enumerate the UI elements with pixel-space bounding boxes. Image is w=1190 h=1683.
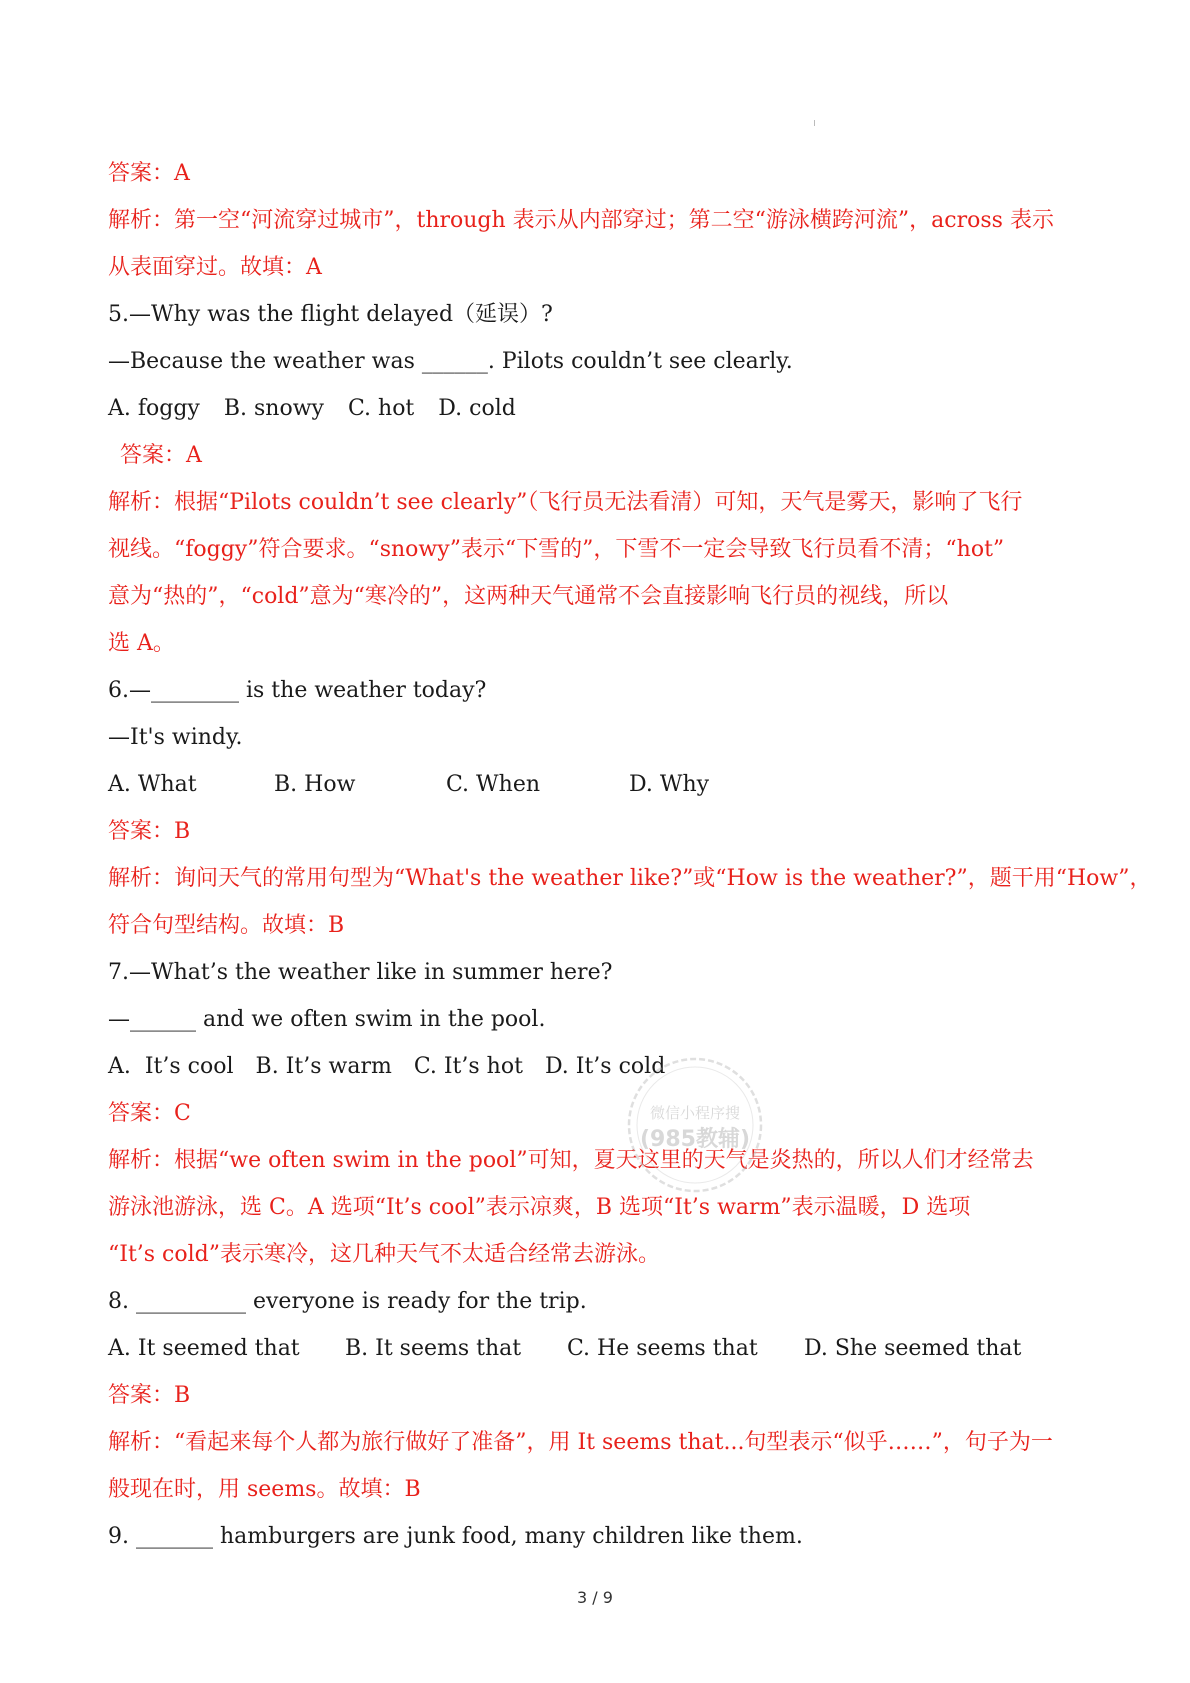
analysis-line: 解析：“看起来每个人都为旅行做好了准备”，用 It seems that...句型表示“似乎……”，句子为一 [108,1430,1053,1455]
page-mark [814,120,815,126]
option: C. hot [347,396,415,421]
answer-line: 答案：A [108,161,190,186]
option: B. It’s warm [255,1054,392,1079]
question-line: 5.—Why was the flight delayed（延误）? [108,302,553,327]
analysis-line: 般现在时，用 seems。故填：B [108,1477,421,1502]
option: C. It’s hot [413,1054,523,1079]
option: A. What [108,772,197,797]
option: D. She seemed that [804,1336,1022,1361]
option: C. He seems that [567,1336,758,1361]
option: C. When [446,772,541,797]
question-line: 7.—What’s the weather like in summer here? [108,960,613,985]
analysis-line: 视线。“foggy”符合要求。“snowy”表示“下雪的”，下雪不一定会导致飞行员看不清；“hot” [108,537,1005,562]
analysis-line: 解析：根据“Pilots couldn’t see clearly”（飞行员无法看清）可知，天气是雾天，影响了飞行 [108,490,1023,515]
options-row [108,1043,1088,1090]
option: D. It’s cold [544,1054,666,1079]
question-line: —______ and we often swim in the pool. [108,1007,546,1032]
options-row [108,761,1088,808]
option: A. It seemed that [108,1336,300,1361]
watermark-text: 微信小程序搜 [649,1104,741,1122]
option: A. foggy [108,396,200,421]
option: A. It’s cool [108,1054,234,1079]
analysis-line: 游泳池游泳，选 C。A 选项“It’s cool”表示凉爽，B 选项“It’s warm”表示温暖，D 选项 [108,1195,971,1220]
content [108,150,1152,1560]
answer-line: 答案：C [108,1101,191,1126]
option: B. snowy [223,396,324,421]
watermark-text: (985教辅) [639,1127,751,1152]
answer-line: 答案：B [108,1383,191,1408]
option: D. Why [629,772,710,797]
answer-line: 答案：B [108,819,191,844]
question-line: —It's windy. [108,725,243,750]
analysis-line: 从表面穿过。故填：A [108,255,322,280]
option: B. It seems that [345,1336,522,1361]
analysis-line: 解析：根据“we often swim in the pool”可知，夏天这里的天气是炎热的，所以人们才经常去 [108,1148,1034,1173]
answer-line: 答案：A [120,443,202,468]
option: D. cold [438,396,516,421]
analysis-line: 符合句型结构。故填：B [108,913,345,938]
page-number: 3 / 9 [577,1588,613,1607]
analysis-line: 选 A。 [108,631,175,656]
analysis-line: 意为“热的”，“cold”意为“寒冷的”，这两种天气通常不会直接影响飞行员的视线，所以 [108,584,949,609]
question-line: —Because the weather was ______. Pilots couldn’t see clearly. [108,349,793,374]
analysis-line: “It’s cold”表示寒冷，这几种天气不太适合经常去游泳。 [108,1242,660,1267]
analysis-line: 解析：询问天气的常用句型为“What's the weather like?”或“How is the weather?”，题干用“How”， [108,866,1152,891]
options-row [108,1325,1088,1372]
question-line: 8. __________ everyone is ready for the trip. [108,1289,587,1314]
question-line: 6.—________ is the weather today? [108,678,487,703]
analysis-line: 解析：第一空“河流穿过城市”，through 表示从内部穿过；第二空“游泳横跨河流”，across 表示 [108,208,1054,233]
question-line: 9. _______ hamburgers are junk food, many children like them. [108,1524,803,1549]
options-row [108,385,1088,432]
option: B. How [274,772,356,797]
